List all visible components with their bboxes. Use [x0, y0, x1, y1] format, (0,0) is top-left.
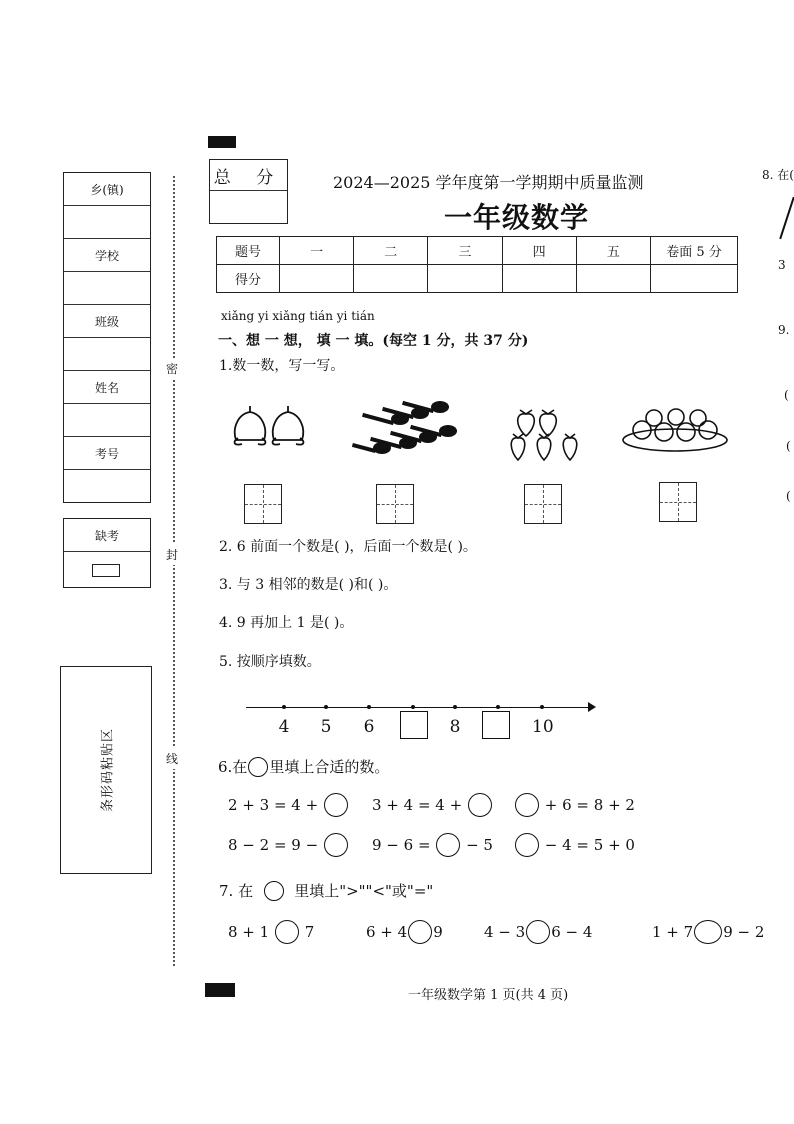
score-row-label: 得分	[217, 265, 280, 293]
score-head-1: 一	[280, 237, 354, 265]
q6-answer-circle[interactable]	[515, 833, 539, 857]
number-line-arrow	[588, 702, 596, 712]
field-label-school: 学校	[64, 239, 150, 272]
peach-icon	[230, 400, 308, 450]
barcode-area	[60, 666, 152, 874]
side-fragment: 3	[778, 258, 786, 272]
number-line-value: 10	[532, 717, 554, 737]
score-cell-3[interactable]	[428, 265, 502, 293]
number-line-tick	[496, 705, 500, 709]
side-fragment: 8. 在(	[762, 168, 794, 182]
field-label-class: 班级	[64, 305, 150, 338]
field-label-exam-number: 考号	[64, 437, 150, 470]
number-line-tick	[540, 705, 544, 709]
number-line-value: 8	[449, 717, 461, 737]
side-fragment: (	[786, 489, 791, 503]
field-input-exam-number[interactable]	[64, 470, 150, 502]
section-pinyin: xiǎng yi xiǎng tián yi tián	[221, 309, 375, 323]
q6-answer-circle[interactable]	[515, 793, 539, 817]
number-line-value: 4	[278, 717, 290, 737]
q6-eq-left: 9 − 6 =	[372, 836, 431, 854]
number-line-value: 6	[363, 717, 375, 737]
q7-answer-circle[interactable]	[694, 920, 722, 944]
number-line-tick	[453, 705, 457, 709]
alignment-mark-bottom	[205, 983, 235, 997]
q1-answer-box[interactable]	[659, 482, 697, 522]
q7-left: 8 + 1	[228, 923, 270, 941]
q7-comparison	[652, 920, 764, 944]
number-line-answer-box[interactable]	[482, 711, 510, 739]
score-cell-4[interactable]	[502, 265, 576, 293]
q7-right: 7	[304, 923, 315, 941]
q7-right: 9	[433, 923, 443, 941]
absent-checkbox[interactable]	[92, 564, 120, 577]
seal-dotted-line	[173, 176, 175, 966]
q2-text: 2. 6 前面一个数是( )，后面一个数是( )。	[219, 539, 477, 555]
q5-text: 5. 按顺序填数。	[219, 654, 321, 670]
q6-eq-left: 3 + 4 = 4 +	[372, 796, 463, 814]
q6-text	[218, 756, 389, 777]
q6-eq-left: 2 + 3 = 4 +	[228, 796, 319, 814]
q7-answer-circle[interactable]	[275, 920, 299, 944]
seal-char-mi: 密	[166, 358, 178, 379]
field-input-class[interactable]	[64, 338, 150, 371]
section-heading: 一、想 一 想， 填 一 填。(每空 1 分，共 37 分)	[218, 333, 529, 349]
number-line-tick	[367, 705, 371, 709]
q6-answer-circle[interactable]	[324, 833, 348, 857]
field-label-town: 乡(镇)	[64, 173, 150, 206]
total-score-label: 总 分	[210, 160, 287, 191]
number-line-answer-box[interactable]	[400, 711, 428, 739]
spoon-icon	[352, 398, 464, 456]
field-label-name: 姓名	[64, 371, 150, 404]
q7-comparison	[228, 920, 314, 944]
q7-right: 9 − 2	[723, 923, 765, 941]
number-line-tick	[324, 705, 328, 709]
q6-equation	[228, 833, 349, 857]
q6-suffix: 里填上合适的数。	[269, 758, 390, 776]
q7-left: 6 + 4	[366, 923, 408, 941]
q7-answer-circle[interactable]	[526, 920, 550, 944]
q6-eq-right: − 4 = 5 + 0	[544, 836, 635, 854]
q1-text: 1.数一数，写一写。	[219, 358, 345, 374]
absent-label: 缺考	[64, 519, 150, 552]
seal-char-feng: 封	[166, 544, 178, 565]
q7-prefix: 7. 在	[219, 882, 254, 900]
field-input-name[interactable]	[64, 404, 150, 437]
total-score-input[interactable]	[210, 191, 287, 223]
alignment-mark-top	[208, 136, 236, 148]
side-fragment: (	[786, 439, 791, 453]
score-cell-1[interactable]	[280, 265, 354, 293]
field-input-town[interactable]	[64, 206, 150, 239]
field-input-school[interactable]	[64, 272, 150, 305]
number-line-tick	[282, 705, 286, 709]
q6-eq-right: − 5	[466, 836, 493, 854]
total-score-box	[209, 159, 288, 224]
score-cell-neatness[interactable]	[651, 265, 738, 293]
q6-equation	[514, 833, 635, 857]
q6-eq-left: 8 − 2 = 9 −	[228, 836, 319, 854]
circle-icon	[264, 881, 284, 901]
q6-answer-circle[interactable]	[436, 833, 460, 857]
q6-eq-right: + 6 = 8 + 2	[544, 796, 635, 814]
q6-equation	[372, 793, 493, 817]
strawberry-icon	[510, 402, 586, 464]
q7-comparison	[484, 920, 592, 944]
score-head-2: 二	[354, 237, 428, 265]
score-head-4: 四	[502, 237, 576, 265]
q6-prefix: 6.在	[218, 758, 248, 776]
score-head-neatness: 卷面 5 分	[651, 237, 738, 265]
side-fragment: 9.	[778, 323, 790, 337]
q6-answer-circle[interactable]	[468, 793, 492, 817]
q7-answer-circle[interactable]	[408, 920, 432, 944]
q4-text: 4. 9 再加上 1 是( )。	[219, 615, 354, 631]
q1-answer-box[interactable]	[524, 484, 562, 524]
score-cell-2[interactable]	[354, 265, 428, 293]
absent-box	[63, 518, 151, 588]
q6-equation	[228, 793, 349, 817]
page-title: 一年级数学	[444, 201, 590, 234]
score-head-3: 三	[428, 237, 502, 265]
q7-left: 1 + 7	[652, 923, 694, 941]
q1-answer-box[interactable]	[244, 484, 282, 524]
score-head-label: 题号	[217, 237, 280, 265]
number-line-value: 5	[320, 717, 332, 737]
seal-char-xian: 线	[166, 748, 178, 769]
q1-answer-box[interactable]	[376, 484, 414, 524]
q7-comparison	[366, 920, 443, 944]
score-table	[216, 236, 738, 293]
q6-answer-circle[interactable]	[324, 793, 348, 817]
q7-suffix: 里填上">""<"或"="	[294, 882, 434, 900]
barcode-label: 条形码粘贴区	[100, 727, 116, 813]
apple-plate-icon	[622, 402, 728, 454]
side-fragment: (	[784, 388, 789, 402]
exam-subtitle: 2024—2025 学年度第一学期期中质量监测	[333, 173, 644, 192]
side-fragment-line	[779, 197, 794, 239]
circle-icon	[248, 757, 268, 777]
student-info-table	[63, 172, 151, 503]
number-line-tick	[411, 705, 415, 709]
q7-left: 4 − 3	[484, 923, 526, 941]
q3-text: 3. 与 3 相邻的数是( )和( )。	[219, 577, 398, 593]
score-head-5: 五	[576, 237, 650, 265]
q6-equation	[514, 793, 635, 817]
q7-right: 6 − 4	[551, 923, 593, 941]
q6-equation	[372, 833, 493, 857]
score-cell-5[interactable]	[576, 265, 650, 293]
q7-text	[219, 880, 433, 901]
page-footer: 一年级数学第 1 页(共 4 页)	[408, 988, 569, 1003]
